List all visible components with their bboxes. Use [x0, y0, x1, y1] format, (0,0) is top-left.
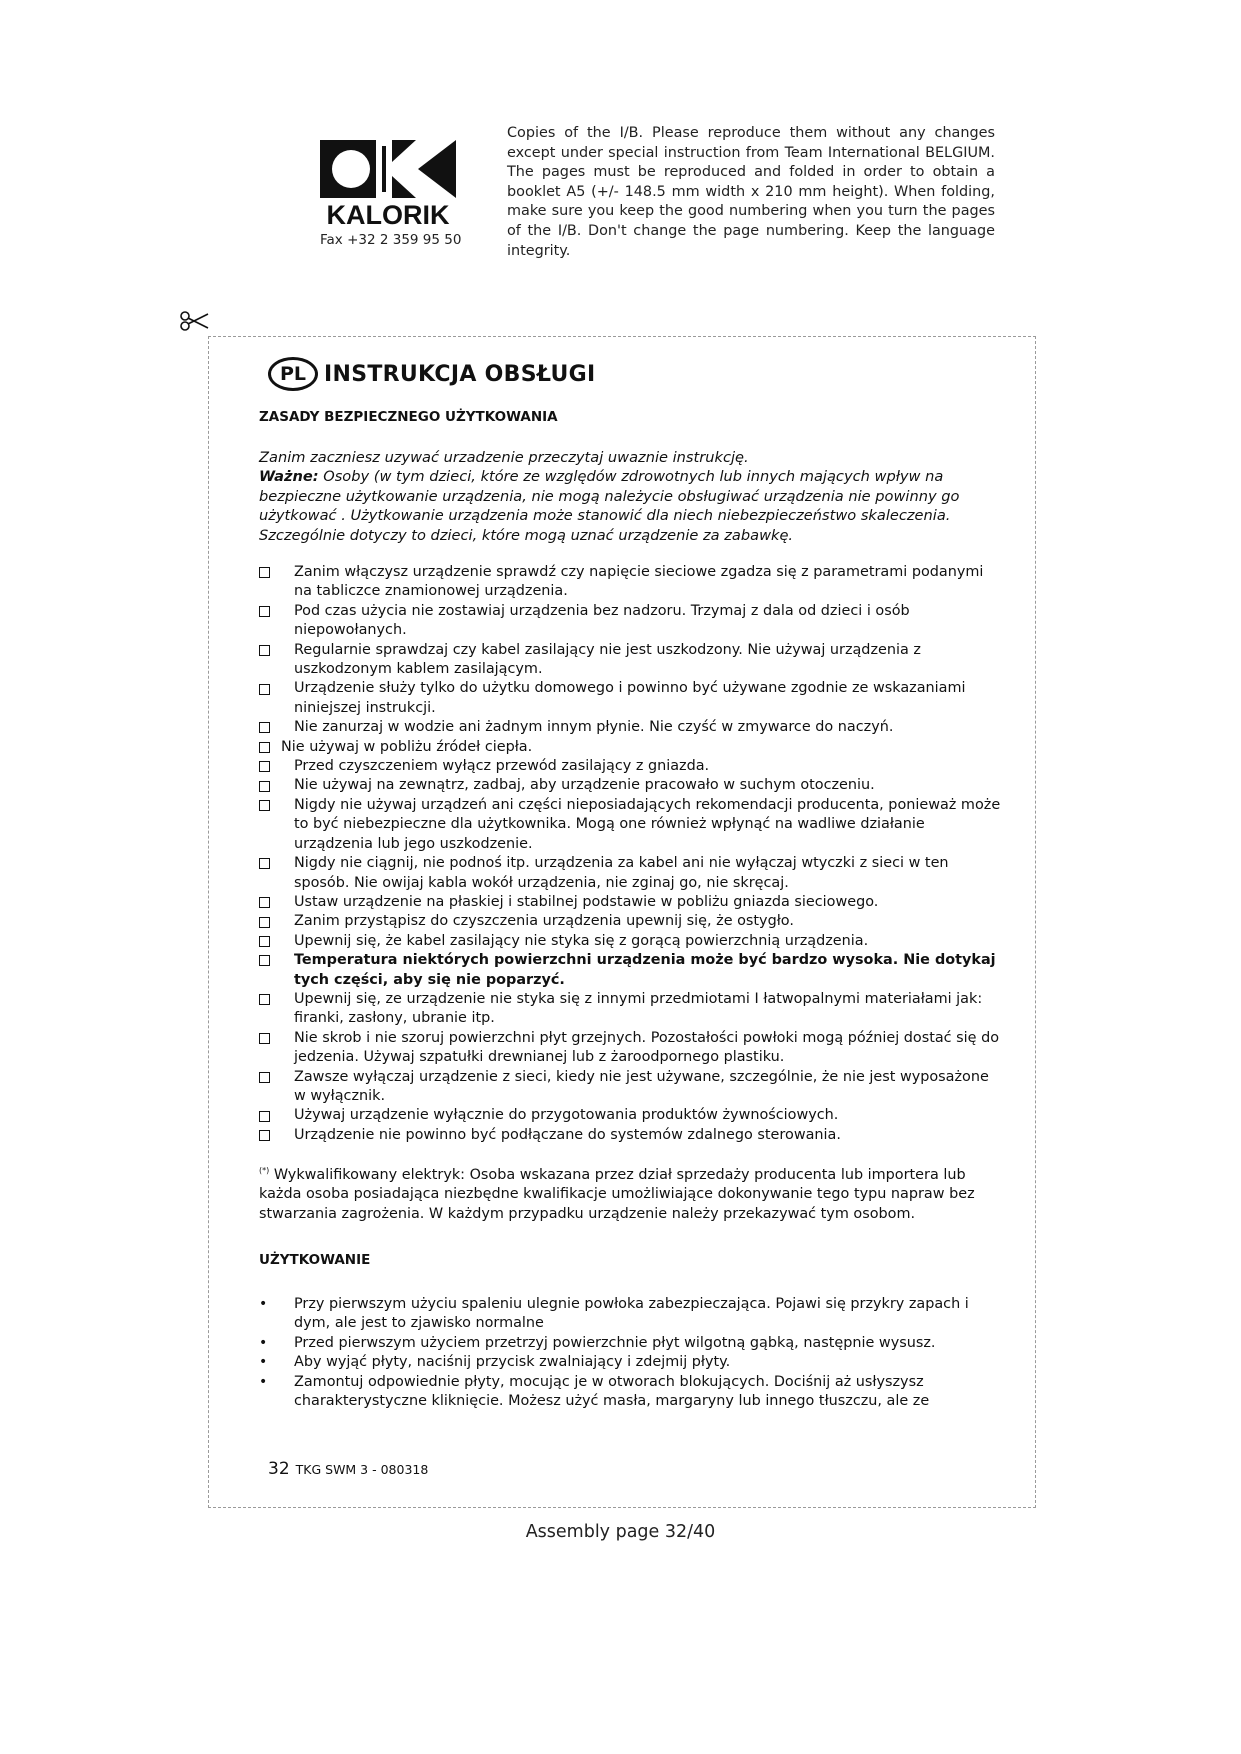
- list-item: Urządzenie służy tylko do użytku domowego i powinno być używane zgodnie ze wskazaniami niniejszej instrukcji.: [259, 679, 1004, 718]
- checkbox-bullet-icon: [259, 1126, 294, 1145]
- list-item: Nie skrob i nie szoruj powierzchni płyt grzejnych. Pozostałości powłoki mogą później dostać się do jedzenia. Używaj szpatułki drewnianej lub z żaroodpornego plastiku.: [259, 1029, 1004, 1068]
- bullet-dot-icon: •: [259, 1373, 268, 1390]
- bullet-dot-icon: •: [259, 1296, 268, 1312]
- list-item: Nie zanurzaj w wodzie ani żadnym innym płynie. Nie czyść w zmywarce do naczyń.: [259, 718, 1004, 737]
- kalorik-logo: [320, 140, 456, 228]
- assembly-page-label: Assembly page 32/40: [525, 1522, 716, 1542]
- checkbox-bullet-icon: [259, 718, 294, 737]
- bullet-dot-icon: •: [259, 1354, 268, 1371]
- list-item: Zanim przystąpisz do czyszczenia urządzenia upewnij się, że ostygło.: [259, 912, 1004, 931]
- list-item: • Przy pierwszym użyciu spaleniu ulegnie powłoka zabezpieczająca. Pojawi się przykry zapach i dym, ale jest to zjawisko normalne: [259, 1295, 1004, 1334]
- checkbox-bullet-icon: [259, 602, 294, 621]
- page-number: 32: [268, 1459, 290, 1479]
- list-item: Pod czas użycia nie zostawiaj urządzenia bez nadzoru. Trzymaj z dala od dzieci i osób niepowołanych.: [259, 602, 1004, 641]
- model-code: TKG SWM 3 - 080318: [295, 1462, 429, 1477]
- checkbox-bullet-icon: [259, 1029, 294, 1048]
- fax-number: Fax +32 2 359 95 50: [320, 232, 462, 248]
- checkbox-bullet-icon: [259, 854, 294, 873]
- bullet-dot-icon: •: [259, 1334, 268, 1351]
- safety-list: [259, 563, 1004, 1145]
- checkbox-bullet-icon: [259, 893, 294, 912]
- important-note: [259, 467, 999, 545]
- list-item: Nigdy nie ciągnij, nie podnoś itp. urządzenia za kabel ani nie wyłączaj wtyczki z sieci w ten sposób. Nie owijaj kabla wokół urządzenia, nie zginaj go, nie skręcaj.: [259, 854, 1004, 893]
- page-title: [268, 354, 596, 394]
- list-item: Upewnij się, ze urządzenie nie styka się z innymi przedmiotami I łatwopalnymi materiałami jak: firanki, zasłony, ubranie itp.: [259, 990, 1004, 1029]
- qualified-electrician-footnote: [259, 1161, 999, 1224]
- important-text: Osoby (w tym dzieci, które ze względów zdrowotnych lub innych mających wpływ na bezpieczne użytkowanie urządzenia, nie mogą należycie obsługiwać urządzenia nie powinny go użytkować . Użytkowanie urządzenia może stanowić dla niech niebezpieczeństwo skaleczenia. Szczególnie dotyczy to dzieci, które mogą uznać urządzenie za zabawkę.: [259, 468, 960, 544]
- checkbox-bullet-icon: [259, 1068, 294, 1087]
- title-text: INSTRUKCJA OBSŁUGI: [324, 361, 596, 387]
- checkbox-bullet-icon: [259, 1106, 294, 1125]
- checkbox-bullet-icon: [259, 679, 294, 698]
- list-item: Przed czyszczeniem wyłącz przewód zasilający z gniazda.: [259, 757, 1004, 776]
- checkbox-bullet-icon: [259, 951, 294, 970]
- list-item: Urządzenie nie powinno być podłączane do systemów zdalnego sterowania.: [259, 1126, 1004, 1145]
- language-badge: PL: [268, 357, 318, 391]
- safety-heading: ZASADY BEZPIECZNEGO UŻYTKOWANIA: [259, 409, 558, 425]
- checkbox-bullet-icon: [259, 796, 294, 815]
- checkbox-bullet-icon: [259, 776, 294, 795]
- list-item: Ustaw urządzenie na płaskiej i stabilnej podstawie w pobliżu gniazda sieciowego.: [259, 893, 1004, 912]
- checkbox-bullet-icon: [259, 641, 294, 660]
- list-item: Używaj urządzenie wyłącznie do przygotowania produktów żywnościowych.: [259, 1106, 1004, 1125]
- usage-list: [259, 1295, 1004, 1411]
- printing-instructions: Copies of the I/B. Please reproduce them without any changes except under special instruction from Team International BELGIUM. The pages must be reproduced and folded in order to obtain a booklet A5 (+/- 148.5 mm width x 210 mm height). When folding, make sure you keep the good numbering when you turn the pages of the I/B. Don't change the page numbering. Keep the language integrity.: [507, 125, 995, 259]
- scissors-icon: [180, 310, 214, 332]
- checkbox-bullet-icon: [259, 932, 294, 951]
- list-item: Regularnie sprawdzaj czy kabel zasilający nie jest uszkodzony. Nie używaj urządzenia z uszkodzonym kablem zasilającym.: [259, 641, 1004, 680]
- list-item: Nie używaj na zewnątrz, zadbaj, aby urządzenie pracowało w suchym otoczeniu.: [259, 776, 1004, 795]
- list-item: Zawsze wyłączaj urządzenie z sieci, kiedy nie jest używane, szczególnie, że nie jest wyposażone w wyłącznik.: [259, 1068, 1004, 1107]
- list-item: • Przed pierwszym użyciem przetrzyj powierzchnie płyt wilgotną gąbką, następnie wysusz.: [259, 1334, 1004, 1353]
- list-item-warning: Temperatura niektórych powierzchni urządzenia może być bardzo wysoka. Nie dotykaj tych części, aby się nie poparzyć.: [259, 951, 1004, 990]
- checkbox-bullet-icon: [259, 757, 294, 776]
- intro-line: Zanim zaczniesz uzywać urzadzenie przeczytaj uwaznie instrukcję.: [259, 449, 749, 466]
- list-item: Zanim włączysz urządzenie sprawdź czy napięcie sieciowe zgadza się z parametrami podanymi na tabliczce znamionowej urządzenia.: [259, 563, 1004, 602]
- checkbox-bullet-icon: [259, 990, 294, 1009]
- important-label: Ważne:: [259, 468, 319, 486]
- list-item: Nie używaj w pobliżu źródeł ciepła.: [259, 738, 1004, 757]
- footnote-text: Wykwalifikowany elektryk: Osoba wskazana przez dział sprzedaży producenta lub importera lub każda osoba posiadająca niezbędne kwalifikacje umożliwiające dokonywanie tego typu napraw bez stwarzania zagrożenia. W każdym przypadku urządzenie należy przekazywać tym osobom.: [259, 1166, 975, 1222]
- footnote-mark: (*): [259, 1166, 270, 1175]
- list-item: Nigdy nie używaj urządzeń ani części nieposiadających rekomendacji producenta, ponieważ może to być niebezpieczne dla użytkownika. Mogą one również wpłynąć na wadliwe działanie urządzenia lub jego uszkodzenie.: [259, 796, 1004, 854]
- safety-intro: [259, 448, 999, 545]
- brand-text: KALORIK: [326, 200, 450, 228]
- page-footer: [268, 1459, 428, 1479]
- list-item: • Zamontuj odpowiednie płyty, mocując je w otworach blokujących. Dociśnij aż usłyszysz charakterystyczne kliknięcie. Możesz użyć masła, margaryny lub innego tłuszczu, ale ze: [259, 1373, 1004, 1412]
- usage-heading: UŻYTKOWANIE: [259, 1252, 371, 1268]
- checkbox-bullet-icon: [259, 912, 294, 931]
- list-item: Upewnij się, że kabel zasilający nie styka się z gorącą powierzchnią urządzenia.: [259, 932, 1004, 951]
- checkbox-bullet-icon: [259, 738, 281, 757]
- checkbox-bullet-icon: [259, 563, 294, 582]
- list-item: • Aby wyjąć płyty, naciśnij przycisk zwalniający i zdejmij płyty.: [259, 1353, 1004, 1372]
